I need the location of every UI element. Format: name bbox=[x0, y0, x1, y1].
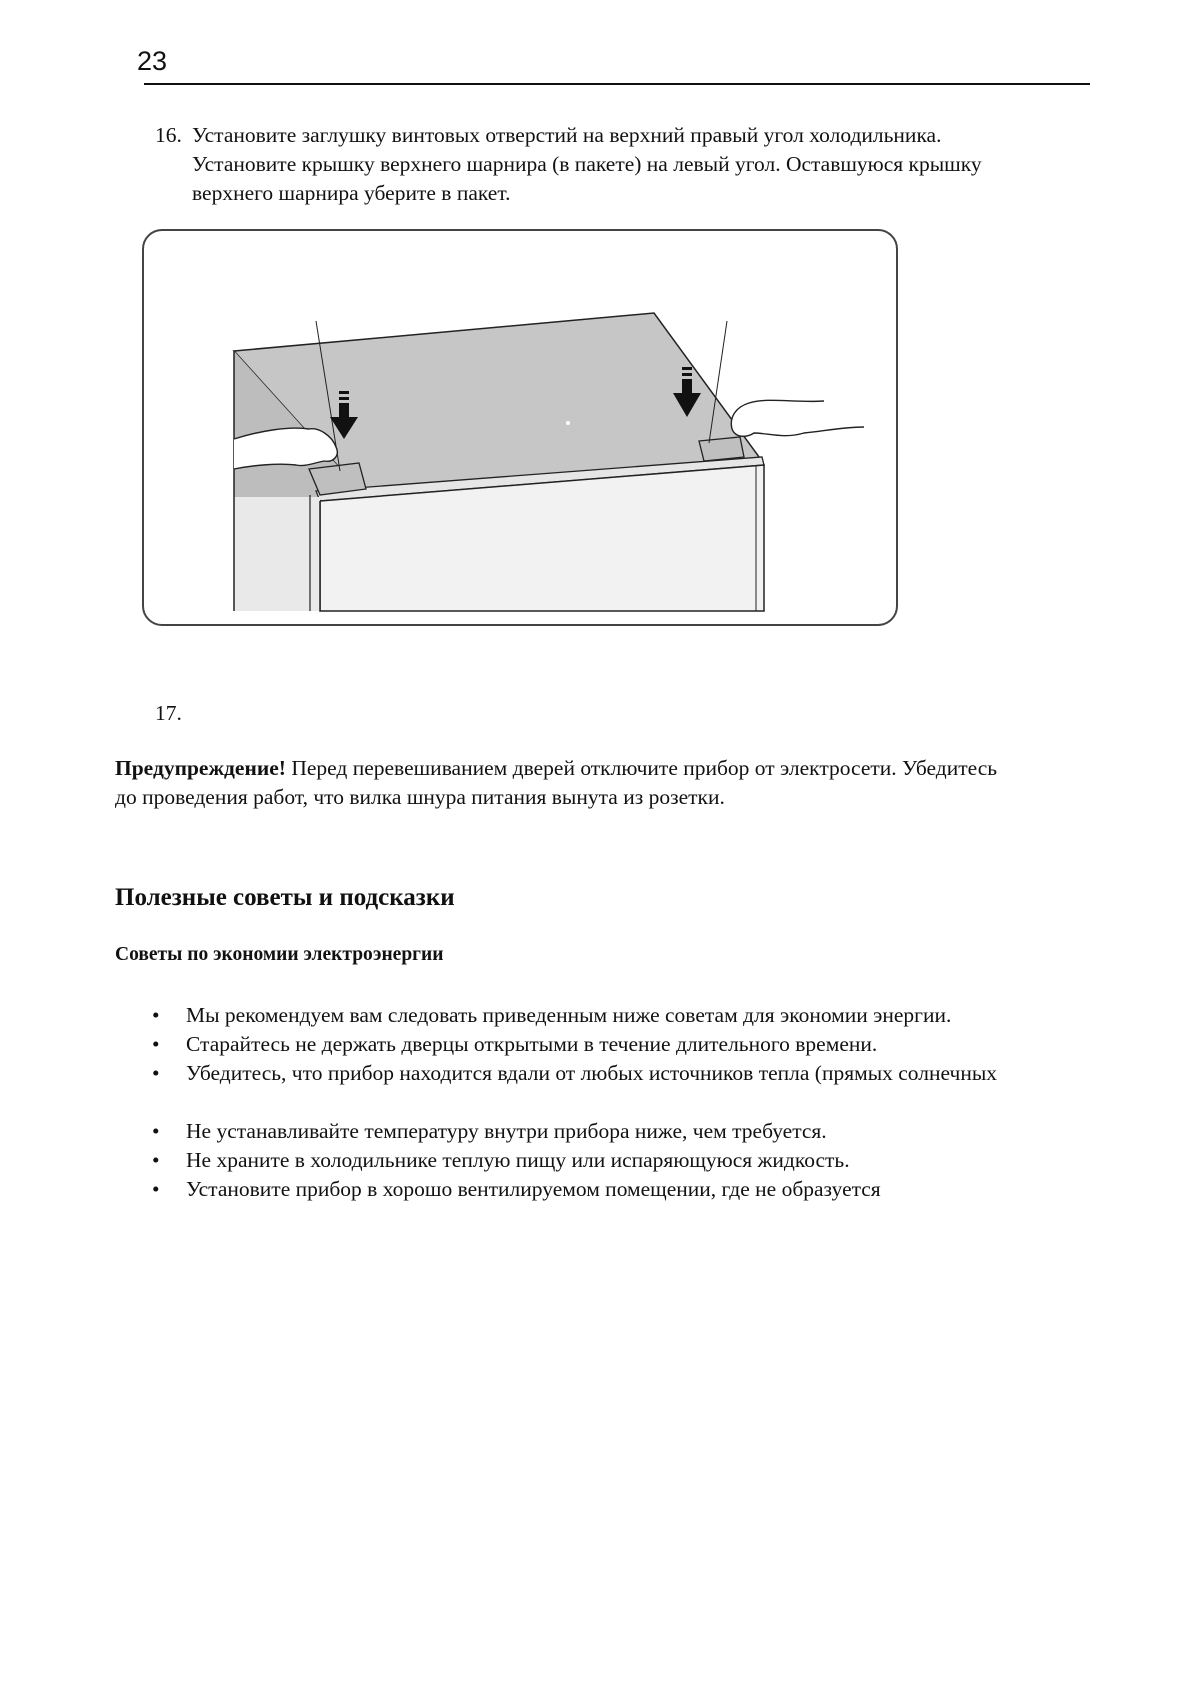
warning-line-1 bbox=[115, 754, 1105, 783]
fridge-left-body bbox=[234, 497, 320, 611]
tip-text: Установите прибор в хорошо вентилируемом помещении, где не образуется bbox=[186, 1177, 881, 1201]
bullet-dot: • bbox=[152, 1003, 160, 1027]
bullet-dot: • bbox=[152, 1119, 160, 1143]
step-16-line-2: Установите крышку верхнего шарнира (в пакете) на левый угол. Оставшуюся крышку bbox=[192, 152, 982, 176]
step-17-number: 17. bbox=[155, 701, 182, 725]
warning-text-1: Перед перевешиванием дверей отключите прибор от электросети. Убедитесь bbox=[285, 756, 998, 780]
step-16-line-1: Установите заглушку винтовых отверстий на верхний правый угол холодильника. bbox=[192, 123, 942, 147]
warning-paragraph bbox=[115, 754, 1105, 812]
subsection-title: Советы по экономии электроэнергии bbox=[115, 944, 444, 965]
tip-text: Не храните в холодильнике теплую пищу или испаряющуюся жидкость. bbox=[186, 1148, 850, 1172]
step-16-line-3: верхнего шарнира уберите в пакет. bbox=[192, 181, 511, 205]
right-hinge-cover bbox=[699, 437, 744, 461]
bullet-dot: • bbox=[152, 1148, 160, 1172]
section-title: Полезные советы и подсказки bbox=[115, 884, 455, 911]
bullet-dot: • bbox=[152, 1177, 160, 1201]
installation-figure bbox=[142, 229, 898, 626]
bullet-dot: • bbox=[152, 1061, 160, 1085]
tip-text: Старайтесь не держать дверцы открытыми в течение длительного времени. bbox=[186, 1032, 878, 1056]
step-16 bbox=[155, 121, 1115, 208]
warning-line-2: до проведения работ, что вилка шнура питания вынута из розетки. bbox=[115, 785, 725, 809]
tip-text: Не устанавливайте температуру внутри прибора ниже, чем требуется. bbox=[186, 1119, 827, 1143]
step-16-text bbox=[192, 121, 1115, 208]
header-rule bbox=[144, 83, 1090, 85]
step-16-number: 16. bbox=[155, 123, 182, 147]
left-hinge-cover bbox=[309, 463, 366, 495]
tip-text: Мы рекомендуем вам следовать приведенным ниже советам для экономии энергии. bbox=[186, 1003, 952, 1027]
surface-highlight bbox=[566, 421, 570, 425]
tip-text: Убедитесь, что прибор находится вдали от любых источников тепла (прямых солнечных bbox=[186, 1061, 998, 1085]
right-hand bbox=[731, 400, 864, 436]
warning-label: Предупреждение! bbox=[115, 756, 286, 780]
bullet-dot: • bbox=[152, 1032, 160, 1056]
fridge-illustration bbox=[144, 231, 896, 624]
page-number: 23 bbox=[137, 46, 168, 76]
